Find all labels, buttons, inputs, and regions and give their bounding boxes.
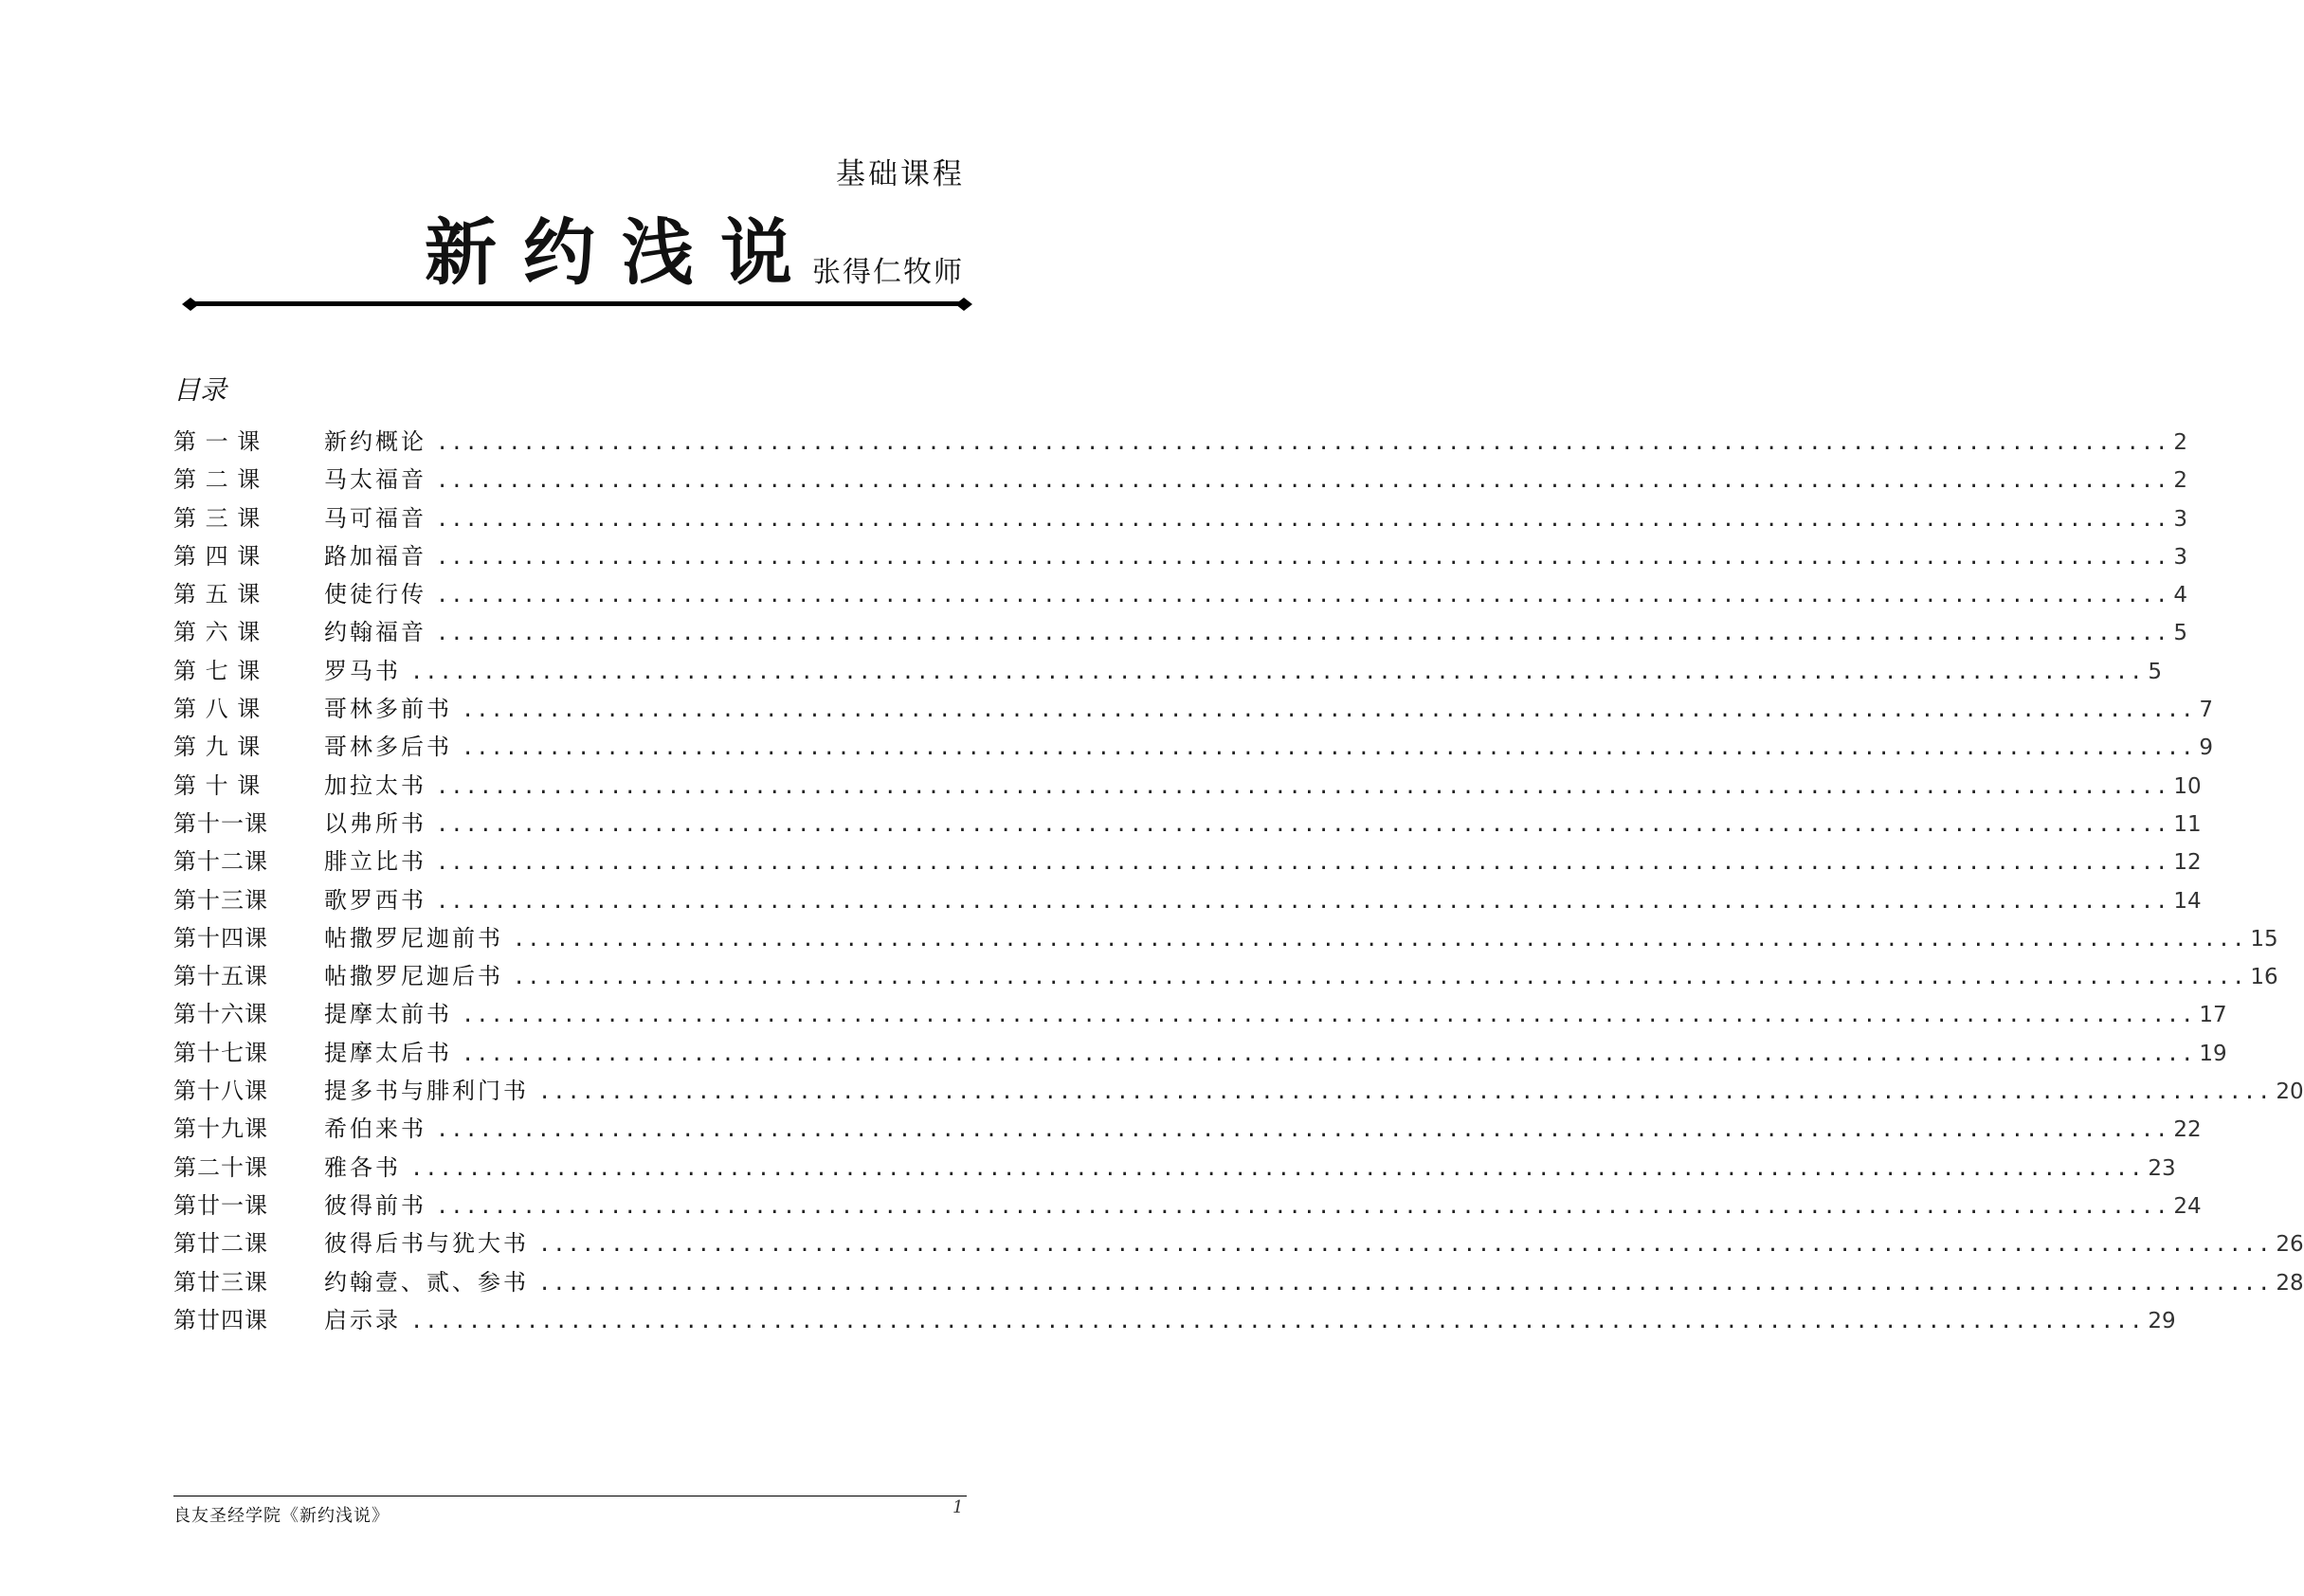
toc-dot-leader: ........................................................................................................................: [538, 1233, 2273, 1258]
toc-lesson-title: 约翰壹、贰、参书: [324, 1268, 529, 1296]
toc-entry[interactable]: [173, 919, 2278, 957]
toc-entry[interactable]: [173, 1263, 2304, 1301]
page-title: 新约浅说: [425, 210, 819, 295]
toc-page-number: 26: [2276, 1232, 2304, 1258]
toc-lesson-number: 第 一 课: [173, 428, 262, 455]
toc-page-number: 15: [2250, 926, 2278, 952]
toc-entry[interactable]: [173, 805, 2202, 843]
toc-lesson-number: 第 二 课: [173, 466, 262, 494]
toc-page-number: 16: [2250, 965, 2278, 990]
toc-page-number: 7: [2199, 698, 2214, 723]
toc-lesson-number: 第二十课: [173, 1153, 268, 1181]
toc-lesson-title: 提摩太后书: [324, 1039, 452, 1066]
toc-dot-leader: ........................................................................................................................: [436, 431, 2170, 455]
toc-page-number: 17: [2199, 1003, 2227, 1028]
toc-entry[interactable]: [173, 767, 2202, 805]
toc-lesson-title: 歌罗西书: [324, 886, 426, 914]
table-of-contents: [173, 423, 2304, 1339]
toc-lesson-title: 腓立比书: [324, 848, 426, 876]
toc-lesson-title: 彼得后书与犹大书: [324, 1230, 529, 1258]
toc-lesson-number: 第廿四课: [173, 1306, 268, 1333]
toc-entry[interactable]: [173, 1301, 2176, 1339]
toc-entry[interactable]: [173, 1034, 2227, 1072]
toc-entry[interactable]: [173, 1224, 2304, 1262]
toc-entry[interactable]: [173, 423, 2188, 461]
toc-dot-leader: ........................................................................................................................: [462, 698, 2196, 723]
toc-page-number: 9: [2199, 735, 2214, 761]
toc-entry[interactable]: [173, 957, 2278, 995]
toc-dot-leader: ........................................................................................................................: [462, 1042, 2196, 1066]
toc-lesson-number: 第 三 课: [173, 504, 262, 532]
toc-entry[interactable]: [173, 537, 2188, 575]
toc-lesson-number: 第十三课: [173, 886, 268, 914]
toc-page-number: 4: [2173, 583, 2188, 608]
toc-page-number: 12: [2173, 850, 2202, 876]
toc-entry[interactable]: [173, 1149, 2176, 1187]
toc-lesson-title: 雅各书: [324, 1153, 401, 1181]
toc-lesson-number: 第 五 课: [173, 581, 262, 608]
toc-entry[interactable]: [173, 461, 2188, 499]
toc-lesson-title: 路加福音: [324, 542, 426, 570]
author-name: 张得仁牧师: [812, 256, 964, 289]
toc-page-number: 14: [2173, 888, 2202, 914]
toc-page-number: 11: [2173, 811, 2202, 837]
toc-page-number: 23: [2148, 1155, 2176, 1181]
toc-entry[interactable]: [173, 881, 2202, 919]
toc-dot-leader: ........................................................................................................................: [436, 1118, 2170, 1143]
title-divider: [182, 296, 972, 313]
toc-lesson-number: 第十五课: [173, 963, 268, 990]
toc-lesson-number: 第 七 课: [173, 657, 262, 684]
toc-page-number: 29: [2148, 1308, 2176, 1333]
toc-lesson-number: 第廿一课: [173, 1191, 268, 1219]
toc-lesson-title: 彼得前书: [324, 1191, 426, 1219]
toc-dot-leader: ........................................................................................................................: [436, 1194, 2170, 1219]
toc-lesson-number: 第十九课: [173, 1115, 268, 1143]
toc-dot-leader: ........................................................................................................................: [513, 966, 2247, 990]
toc-dot-leader: ........................................................................................................................: [436, 545, 2170, 570]
toc-dot-leader: ........................................................................................................................: [410, 1309, 2145, 1333]
toc-lesson-title: 提摩太前书: [324, 1001, 452, 1028]
toc-entry[interactable]: [173, 995, 2227, 1033]
toc-lesson-number: 第十六课: [173, 1001, 268, 1028]
toc-lesson-number: 第 十 课: [173, 771, 262, 799]
toc-dot-leader: ........................................................................................................................: [436, 584, 2170, 608]
toc-lesson-number: 第 四 课: [173, 542, 262, 570]
toc-entry[interactable]: [173, 613, 2188, 651]
toc-entry[interactable]: [173, 499, 2188, 537]
toc-lesson-number: 第十一课: [173, 809, 268, 837]
toc-page-number: 24: [2173, 1193, 2202, 1219]
toc-page-number: 3: [2173, 544, 2188, 570]
toc-dot-leader: ........................................................................................................................: [538, 1080, 2273, 1105]
toc-page-number: 19: [2199, 1041, 2227, 1066]
toc-lesson-title: 以弗所书: [324, 809, 426, 837]
toc-lesson-number: 第 九 课: [173, 734, 262, 761]
toc-lesson-title: 新约概论: [324, 428, 426, 455]
toc-dot-leader: ........................................................................................................................: [436, 812, 2170, 837]
toc-dot-leader: ........................................................................................................................: [436, 622, 2170, 646]
toc-dot-leader: ........................................................................................................................: [436, 469, 2170, 494]
toc-entry[interactable]: [173, 652, 2163, 690]
toc-entry[interactable]: [173, 690, 2214, 728]
toc-heading: 目录: [173, 374, 227, 406]
toc-lesson-title: 马可福音: [324, 504, 426, 532]
toc-lesson-number: 第廿二课: [173, 1230, 268, 1258]
toc-entry[interactable]: [173, 1110, 2202, 1148]
toc-page-number: 3: [2173, 506, 2188, 532]
footer-page-number: 1: [952, 1497, 964, 1517]
toc-dot-leader: ........................................................................................................................: [436, 507, 2170, 532]
toc-dot-leader: ........................................................................................................................: [436, 851, 2170, 876]
toc-entry[interactable]: [173, 1072, 2304, 1110]
toc-lesson-title: 约翰福音: [324, 619, 426, 646]
toc-dot-leader: ........................................................................................................................: [462, 1004, 2196, 1028]
toc-lesson-title: 哥林多后书: [324, 734, 452, 761]
toc-lesson-title: 使徒行传: [324, 581, 426, 608]
toc-page-number: 5: [2173, 621, 2188, 646]
toc-lesson-number: 第 六 课: [173, 619, 262, 646]
toc-lesson-number: 第廿三课: [173, 1268, 268, 1296]
toc-dot-leader: ........................................................................................................................: [436, 889, 2170, 914]
toc-page-number: 2: [2173, 430, 2188, 455]
toc-entry[interactable]: [173, 1187, 2202, 1224]
toc-dot-leader: ........................................................................................................................: [410, 660, 2145, 684]
toc-dot-leader: ........................................................................................................................: [410, 1156, 2145, 1181]
toc-page-number: 5: [2148, 659, 2163, 684]
toc-entry[interactable]: [173, 843, 2202, 880]
toc-lesson-number: 第十八课: [173, 1078, 268, 1105]
toc-lesson-title: 罗马书: [324, 657, 401, 684]
toc-lesson-number: 第 八 课: [173, 696, 262, 723]
footer-source: 良友圣经学院《新约浅说》: [173, 1506, 390, 1526]
toc-page-number: 2: [2173, 468, 2188, 494]
toc-page-number: 22: [2173, 1117, 2202, 1143]
toc-dot-leader: ........................................................................................................................: [538, 1271, 2273, 1296]
toc-lesson-number: 第十二课: [173, 848, 268, 876]
toc-lesson-title: 帖撒罗尼迦后书: [324, 963, 503, 990]
toc-lesson-title: 提多书与腓利门书: [324, 1078, 529, 1105]
toc-lesson-title: 启示录: [324, 1306, 401, 1333]
toc-dot-leader: ........................................................................................................................: [462, 736, 2196, 761]
toc-dot-leader: ........................................................................................................................: [513, 927, 2247, 952]
course-label: 基础课程: [836, 157, 965, 191]
toc-page-number: 28: [2276, 1270, 2304, 1296]
toc-dot-leader: ........................................................................................................................: [436, 774, 2170, 799]
title-row: [0, 210, 1128, 305]
toc-lesson-title: 马太福音: [324, 466, 426, 494]
toc-page-number: 20: [2276, 1079, 2304, 1105]
toc-entry[interactable]: [173, 728, 2214, 766]
toc-lesson-number: 第十七课: [173, 1039, 268, 1066]
toc-entry[interactable]: [173, 575, 2188, 613]
toc-lesson-title: 希伯来书: [324, 1115, 426, 1143]
toc-lesson-number: 第十四课: [173, 924, 268, 952]
toc-lesson-title: 加拉太书: [324, 771, 426, 799]
toc-lesson-title: 哥林多前书: [324, 696, 452, 723]
toc-page-number: 10: [2173, 773, 2202, 799]
toc-lesson-title: 帖撒罗尼迦前书: [324, 924, 503, 952]
